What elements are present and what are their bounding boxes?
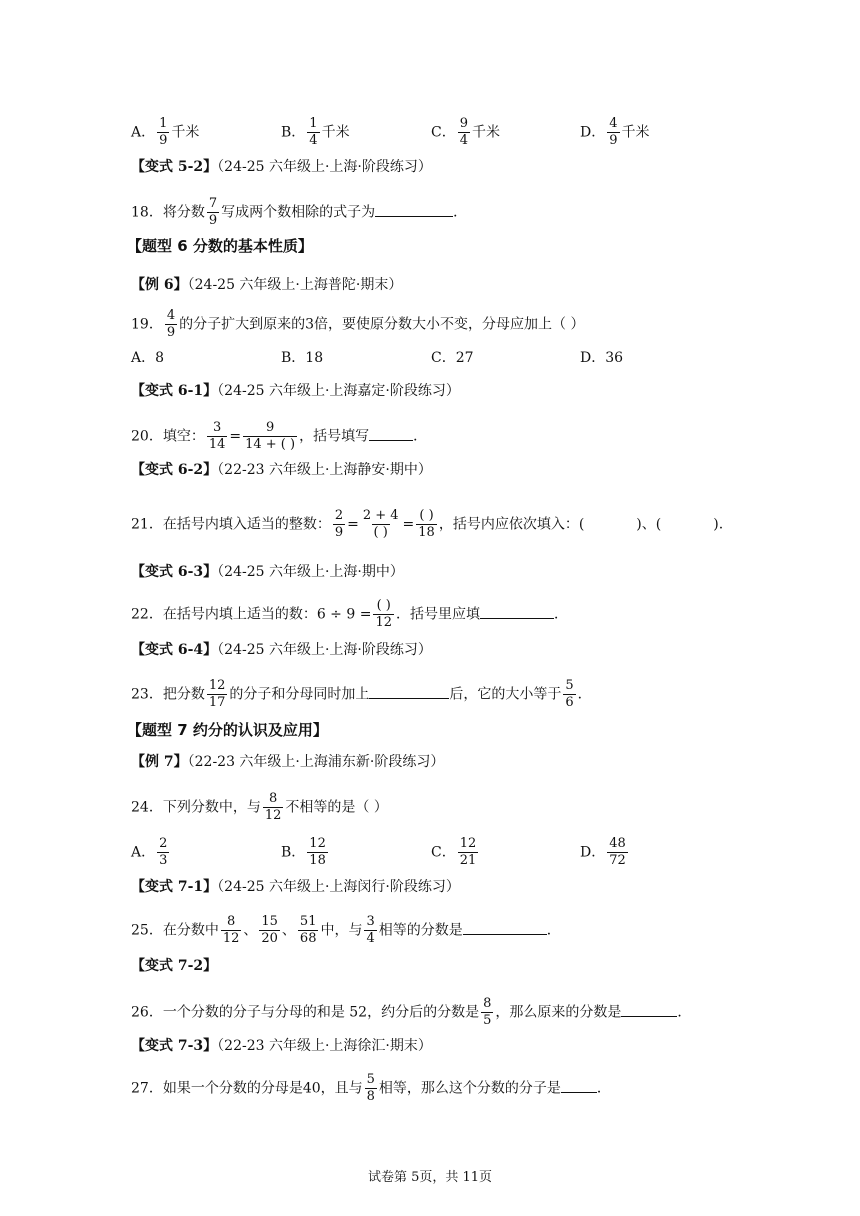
- page-footer: 试卷第 5页，共 11页: [367, 1170, 493, 1185]
- fraction: $\frac{2 + 4}{( )}$: [362, 508, 399, 540]
- answer-blank: [375, 202, 453, 217]
- fraction: $\frac{12}{21}$: [459, 836, 477, 868]
- example-6: 【例 6】（24-25 六年级上·上海普陀·期末）: [131, 277, 403, 293]
- q19-option-a: A．8: [131, 350, 165, 366]
- question-25: 25．在分数中 $\frac{8}{12}$ 、 $\frac{15}{20}$ 、 $\frac{51}{68}$ 中，与 $\frac{3}{4}$ 相等的分数是 ．: [131, 914, 561, 946]
- fraction: $\frac{7}{9}$: [208, 196, 218, 228]
- variant-6-2: 【变式 6-2】（22-23 六年级上·上海静安·期中）: [131, 462, 432, 478]
- q24-option-c: C． $\frac{12}{21}$: [431, 836, 477, 868]
- answer-blank: [369, 426, 413, 441]
- fraction: $\frac{8}{5}$: [483, 996, 492, 1028]
- q24-option-a: A． $\frac{2}{3}$: [131, 836, 168, 868]
- fraction: $\frac{48}{72}$: [609, 836, 626, 868]
- variant-6-3: 【变式 6-3】（24-25 六年级上·上海·期中）: [131, 564, 404, 580]
- fraction: $\frac{8}{12}$: [222, 914, 240, 946]
- question-27: 27．如果一个分数的分母是40，且与 $\frac{5}{8}$ 相等，那么这个分数的分子是 ．: [131, 1072, 611, 1104]
- q17-option-a: A． $\frac{1}{9}$ 千米: [131, 116, 200, 148]
- fraction: $\frac{( )}{18}$: [418, 508, 435, 540]
- answer-blank: [463, 920, 547, 935]
- answer-blank: [561, 1078, 597, 1093]
- section-heading-type7: 【题型 7 约分的认识及应用】: [127, 721, 328, 739]
- answer-blank: [621, 1002, 677, 1017]
- question-26: 26．一个分数的分子与分母的和是 52，约分后的分数是 $\frac{8}{5}$ ，那么原来的分数是 ．: [131, 996, 692, 1028]
- fraction: $\frac{9}{14 + ( )}$: [245, 420, 296, 452]
- answer-blank: [369, 684, 449, 699]
- variant-7-2: 【变式 7-2】: [131, 958, 218, 974]
- fraction: $\frac{1}{9}$: [159, 116, 168, 148]
- fraction: $\frac{3}{14}$: [208, 420, 226, 452]
- question-21: 21．在括号内填入适当的整数： $\frac{2}{9}$ = $\frac{2 + 4}{( )}$ = $\frac{( )}{18}$ ，括号内应依次填入：( )、( ).: [131, 508, 724, 540]
- fraction: $\frac{2}{3}$: [159, 836, 168, 868]
- answer-blank: [480, 604, 554, 619]
- q19-option-b: B．18: [281, 350, 324, 366]
- fraction: $\frac{12}{18}$: [309, 836, 326, 868]
- example-7: 【例 7】（22-23 六年级上·上海浦东新·阶段练习）: [131, 754, 445, 770]
- question-20: 20．填空： $\frac{3}{14}$ = $\frac{9}{14 + ( )}$ ，括号填写 ．: [131, 420, 428, 452]
- fraction: $\frac{8}{12}$: [264, 791, 282, 823]
- fraction: $\frac{2}{9}$: [334, 508, 344, 540]
- fraction: $\frac{5}{8}$: [366, 1072, 375, 1104]
- fraction: $\frac{( )}{12}$: [375, 598, 393, 630]
- fraction: $\frac{3}{4}$: [366, 914, 375, 946]
- fraction: $\frac{5}{6}$: [565, 678, 574, 710]
- question-19: 19． $\frac{4}{9}$ 的分子扩大到原来的3倍，要使原分数大小不变，分母应加上（ ）: [131, 308, 585, 340]
- q24-option-d: D． $\frac{48}{72}$: [580, 836, 626, 868]
- q17-option-d: D． $\frac{4}{9}$ 千米: [580, 116, 650, 148]
- fraction: $\frac{1}{4}$: [309, 116, 318, 148]
- fraction: $\frac{4}{9}$: [609, 116, 618, 148]
- variant-7-1: 【变式 7-1】（24-25 六年级上·上海闵行·阶段练习）: [131, 879, 460, 895]
- q17-option-c: C． $\frac{9}{4}$ 千米: [431, 116, 500, 148]
- question-23: 23．把分数 $\frac{12}{17}$ 的分子和分母同时加上 后，它的大小等于 $\frac{5}{6}$ ．: [131, 678, 592, 710]
- fraction: $\frac{4}{9}$: [166, 308, 176, 340]
- q19-option-d: D．36: [580, 350, 624, 366]
- q17-option-b: B． $\frac{1}{4}$ 千米: [281, 116, 350, 148]
- variant-7-3: 【变式 7-3】（22-23 六年级上·上海徐汇·期末）: [131, 1038, 432, 1054]
- variant-5-2: 【变式 5-2】（24-25 六年级上·上海·阶段练习）: [131, 159, 432, 175]
- variant-6-1: 【变式 6-1】（24-25 六年级上·上海嘉定·阶段练习）: [131, 383, 460, 399]
- question-18: 18．将分数 $\frac{7}{9}$ 写成两个数相除的式子为 ．: [131, 196, 468, 228]
- fraction: $\frac{15}{20}$: [261, 914, 278, 946]
- section-heading-type6: 【题型 6 分数的基本性质】: [127, 237, 313, 255]
- fraction: $\frac{51}{68}$: [299, 914, 317, 946]
- question-22: 22．在括号内填上适当的数：6 ÷ 9 = $\frac{( )}{12}$ ．括号里应填 ．: [131, 598, 569, 630]
- fraction: $\frac{9}{4}$: [459, 116, 468, 148]
- q19-option-c: C．27: [431, 350, 474, 366]
- q24-option-b: B． $\frac{12}{18}$: [281, 836, 326, 868]
- fraction: $\frac{12}{17}$: [208, 678, 226, 710]
- variant-6-4: 【变式 6-4】（24-25 六年级上·上海·阶段练习）: [131, 642, 432, 658]
- question-24: 24．下列分数中，与 $\frac{8}{12}$ 不相等的是（ ）: [131, 791, 388, 823]
